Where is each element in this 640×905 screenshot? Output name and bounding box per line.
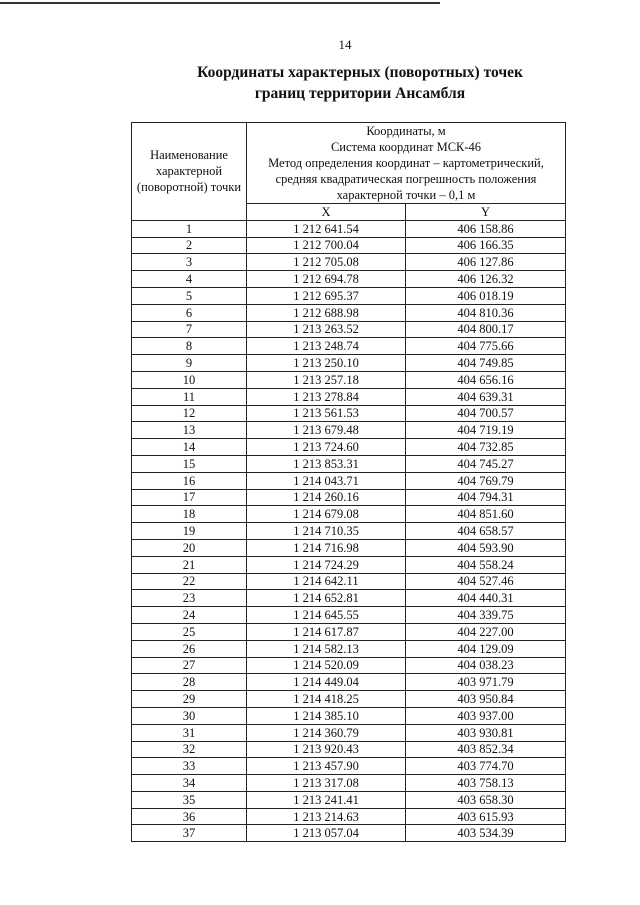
table-row [132, 287, 566, 304]
table-row [132, 775, 566, 792]
point-number: 4 [132, 271, 247, 288]
table-row [132, 321, 566, 338]
header-coordinates [247, 123, 566, 204]
y-coordinate: 404 558.24 [406, 556, 566, 573]
x-coordinate: 1 214 710.35 [247, 523, 406, 540]
y-coordinate: 404 527.46 [406, 573, 566, 590]
point-number: 17 [132, 489, 247, 506]
point-number: 2 [132, 237, 247, 254]
x-coordinate: 1 214 716.98 [247, 539, 406, 556]
point-number: 24 [132, 607, 247, 624]
point-number: 6 [132, 304, 247, 321]
header-coords-line: характерной точки – 0,1 м [336, 188, 476, 202]
x-coordinate: 1 212 695.37 [247, 287, 406, 304]
y-coordinate: 404 129.09 [406, 640, 566, 657]
table-row [132, 556, 566, 573]
y-coordinate: 406 127.86 [406, 254, 566, 271]
x-coordinate: 1 214 043.71 [247, 472, 406, 489]
x-coordinate: 1 214 260.16 [247, 489, 406, 506]
point-number: 32 [132, 741, 247, 758]
table-row [132, 724, 566, 741]
table-row [132, 825, 566, 842]
y-coordinate: 406 126.32 [406, 271, 566, 288]
point-number: 12 [132, 405, 247, 422]
x-coordinate: 1 213 263.52 [247, 321, 406, 338]
point-number: 13 [132, 422, 247, 439]
y-coordinate: 403 534.39 [406, 825, 566, 842]
table-row [132, 405, 566, 422]
y-coordinate: 404 800.17 [406, 321, 566, 338]
point-number: 18 [132, 506, 247, 523]
table-row [132, 489, 566, 506]
table-row [132, 758, 566, 775]
point-number: 22 [132, 573, 247, 590]
header-coords-line: Метод определения координат – картометрический, [268, 156, 544, 170]
point-number: 33 [132, 758, 247, 775]
y-coordinate: 404 851.60 [406, 506, 566, 523]
header-y: Y [406, 204, 566, 221]
table-row [132, 220, 566, 237]
y-coordinate: 403 658.30 [406, 791, 566, 808]
point-number: 37 [132, 825, 247, 842]
y-coordinate: 404 227.00 [406, 623, 566, 640]
table-row [132, 338, 566, 355]
table-row [132, 439, 566, 456]
point-number: 15 [132, 455, 247, 472]
x-coordinate: 1 213 241.41 [247, 791, 406, 808]
header-coords-line: Система координат МСК-46 [330, 140, 482, 154]
title-line-1: Координаты характерных (поворотных) точек [197, 64, 523, 81]
x-coordinate: 1 213 724.60 [247, 439, 406, 456]
point-number: 20 [132, 539, 247, 556]
y-coordinate: 404 745.27 [406, 455, 566, 472]
x-coordinate: 1 212 641.54 [247, 220, 406, 237]
header-x: X [247, 204, 406, 221]
table-row [132, 657, 566, 674]
point-number: 10 [132, 371, 247, 388]
x-coordinate: 1 213 457.90 [247, 758, 406, 775]
table-row [132, 808, 566, 825]
title-line-2: границ территории Ансамбля [254, 85, 466, 102]
x-coordinate: 1 214 520.09 [247, 657, 406, 674]
x-coordinate: 1 213 853.31 [247, 455, 406, 472]
table-row [132, 355, 566, 372]
table-row [132, 691, 566, 708]
x-coordinate: 1 214 642.11 [247, 573, 406, 590]
point-number: 3 [132, 254, 247, 271]
x-coordinate: 1 214 617.87 [247, 623, 406, 640]
point-number: 8 [132, 338, 247, 355]
x-coordinate: 1 213 317.08 [247, 775, 406, 792]
y-coordinate: 404 038.23 [406, 657, 566, 674]
page-title [150, 62, 570, 104]
table-row [132, 539, 566, 556]
y-coordinate: 403 852.34 [406, 741, 566, 758]
x-coordinate: 1 213 920.43 [247, 741, 406, 758]
y-coordinate: 403 971.79 [406, 674, 566, 691]
page-number: 14 [338, 37, 352, 52]
x-coordinate: 1 214 679.08 [247, 506, 406, 523]
point-number: 9 [132, 355, 247, 372]
x-coordinate: 1 213 248.74 [247, 338, 406, 355]
y-coordinate: 404 769.79 [406, 472, 566, 489]
table-row [132, 506, 566, 523]
y-coordinate: 403 758.13 [406, 775, 566, 792]
point-number: 26 [132, 640, 247, 657]
point-number: 30 [132, 707, 247, 724]
point-number: 34 [132, 775, 247, 792]
point-number: 7 [132, 321, 247, 338]
x-coordinate: 1 213 278.84 [247, 388, 406, 405]
x-coordinate: 1 213 561.53 [247, 405, 406, 422]
y-coordinate: 404 749.85 [406, 355, 566, 372]
table-row [132, 674, 566, 691]
x-coordinate: 1 214 724.29 [247, 556, 406, 573]
point-number: 35 [132, 791, 247, 808]
table-row [132, 640, 566, 657]
x-coordinate: 1 212 700.04 [247, 237, 406, 254]
x-coordinate: 1 212 705.08 [247, 254, 406, 271]
point-number: 36 [132, 808, 247, 825]
point-number: 27 [132, 657, 247, 674]
point-number: 21 [132, 556, 247, 573]
y-coordinate: 406 018.19 [406, 287, 566, 304]
coordinates-table [131, 122, 566, 842]
table-row [132, 573, 566, 590]
x-coordinate: 1 213 250.10 [247, 355, 406, 372]
x-coordinate: 1 213 214.63 [247, 808, 406, 825]
y-coordinate: 404 658.57 [406, 523, 566, 540]
y-coordinate: 403 937.00 [406, 707, 566, 724]
table-row [132, 791, 566, 808]
x-coordinate: 1 214 418.25 [247, 691, 406, 708]
table-row [132, 422, 566, 439]
x-coordinate: 1 212 688.98 [247, 304, 406, 321]
point-number: 23 [132, 590, 247, 607]
point-number: 25 [132, 623, 247, 640]
table-row [132, 388, 566, 405]
y-coordinate: 406 166.35 [406, 237, 566, 254]
x-coordinate: 1 214 385.10 [247, 707, 406, 724]
table-row [132, 371, 566, 388]
table-row [132, 523, 566, 540]
x-coordinate: 1 213 257.18 [247, 371, 406, 388]
point-number: 16 [132, 472, 247, 489]
x-coordinate: 1 213 679.48 [247, 422, 406, 439]
y-coordinate: 403 774.70 [406, 758, 566, 775]
y-coordinate: 404 732.85 [406, 439, 566, 456]
y-coordinate: 404 775.66 [406, 338, 566, 355]
point-number: 1 [132, 220, 247, 237]
y-coordinate: 404 656.16 [406, 371, 566, 388]
table-row [132, 237, 566, 254]
y-coordinate: 404 700.57 [406, 405, 566, 422]
table-row [132, 254, 566, 271]
x-coordinate: 1 214 449.04 [247, 674, 406, 691]
y-coordinate: 404 593.90 [406, 539, 566, 556]
table-row [132, 607, 566, 624]
y-coordinate: 404 639.31 [406, 388, 566, 405]
point-number: 5 [132, 287, 247, 304]
x-coordinate: 1 212 694.78 [247, 271, 406, 288]
x-coordinate: 1 214 582.13 [247, 640, 406, 657]
point-number: 19 [132, 523, 247, 540]
y-coordinate: 404 440.31 [406, 590, 566, 607]
scan-top-line [0, 2, 440, 4]
y-coordinate: 404 810.36 [406, 304, 566, 321]
y-coordinate: 403 950.84 [406, 691, 566, 708]
y-coordinate: 404 719.19 [406, 422, 566, 439]
y-coordinate: 403 930.81 [406, 724, 566, 741]
point-number: 29 [132, 691, 247, 708]
point-number: 31 [132, 724, 247, 741]
header-coords-line: Координаты, м [366, 124, 446, 138]
table-row [132, 271, 566, 288]
table-row [132, 304, 566, 321]
y-coordinate: 403 615.93 [406, 808, 566, 825]
table-row [132, 707, 566, 724]
x-coordinate: 1 213 057.04 [247, 825, 406, 842]
x-coordinate: 1 214 645.55 [247, 607, 406, 624]
point-number: 14 [132, 439, 247, 456]
table-row [132, 741, 566, 758]
point-number: 28 [132, 674, 247, 691]
table-row [132, 623, 566, 640]
table-row [132, 590, 566, 607]
header-point-name: Наименование характерной (поворотной) точки [132, 123, 247, 221]
header-coords-line: средняя квадратическая погрешность положения [275, 172, 537, 186]
y-coordinate: 404 339.75 [406, 607, 566, 624]
table-row [132, 472, 566, 489]
x-coordinate: 1 214 360.79 [247, 724, 406, 741]
point-number: 11 [132, 388, 247, 405]
table-row [132, 455, 566, 472]
y-coordinate: 404 794.31 [406, 489, 566, 506]
y-coordinate: 406 158.86 [406, 220, 566, 237]
x-coordinate: 1 214 652.81 [247, 590, 406, 607]
